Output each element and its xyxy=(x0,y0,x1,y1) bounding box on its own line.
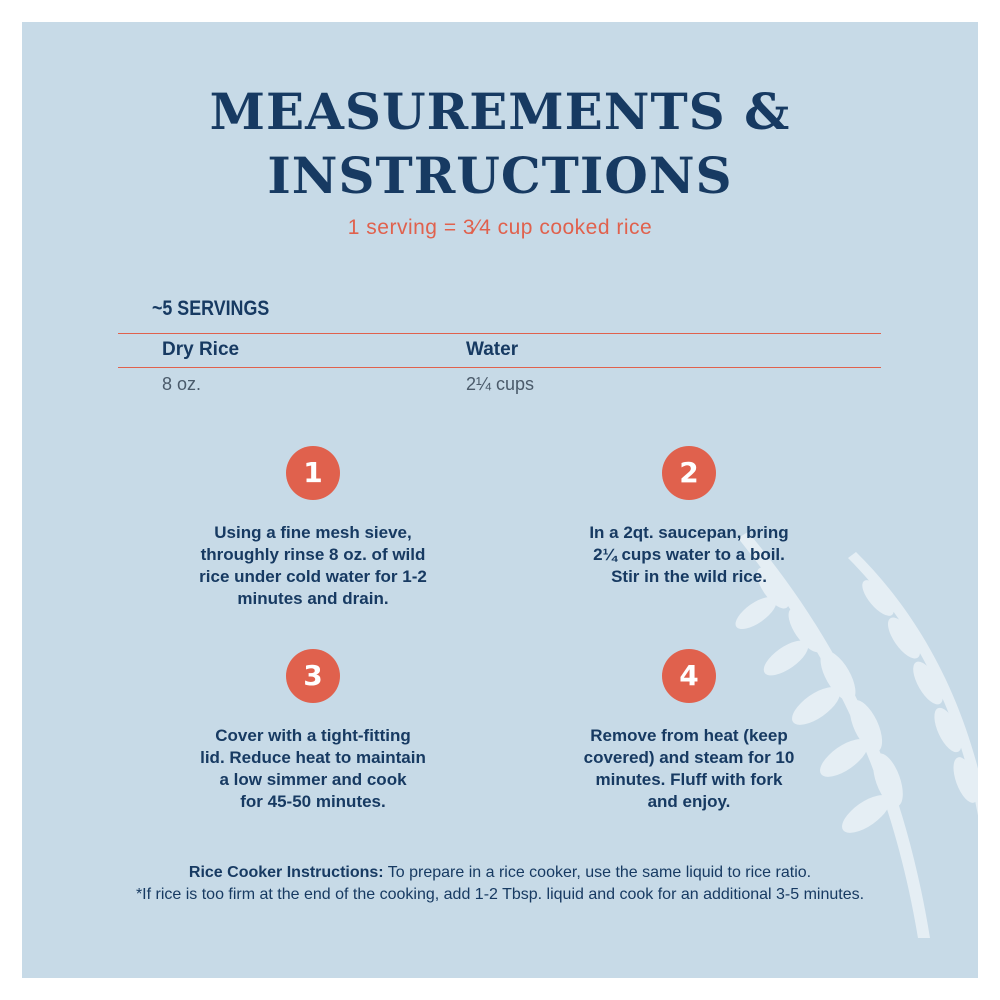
step-4-line: covered) and steam for 10 xyxy=(583,748,795,767)
step-3-line: lid. Reduce heat to maintain xyxy=(200,748,426,767)
step-4-line: Remove from heat (keep xyxy=(590,726,788,745)
step-1-line: rice under cold water for 1-2 xyxy=(199,567,427,586)
table-header-divider xyxy=(118,367,881,368)
step-2-line: In a 2qt. saucepan, bring xyxy=(589,523,789,542)
step-3-line: Cover with a tight-fitting xyxy=(215,726,411,745)
step-1-line: throughly rinse 8 oz. of wild xyxy=(200,545,426,564)
rice-cooker-text: To prepare in a rice cooker, use the same liquid to rice ratio. xyxy=(383,864,812,881)
step-1-badge: 1 xyxy=(286,446,340,500)
table-cell-dry-rice: 8 oz. xyxy=(162,374,202,394)
rice-cooker-line xyxy=(22,862,978,884)
step-3-text xyxy=(163,725,463,813)
step-2-line: 2¼ cups water to a boil. xyxy=(593,545,785,564)
step-3-badge: 3 xyxy=(286,649,340,703)
page-title xyxy=(22,80,978,208)
step-1-text xyxy=(163,522,463,610)
rice-cooker-instructions xyxy=(22,862,978,906)
table-top-divider xyxy=(118,333,881,334)
rice-cooker-label: Rice Cooker Instructions: xyxy=(188,864,384,881)
title-line-1: MEASUREMENTS & xyxy=(209,82,791,141)
step-4-text xyxy=(539,725,839,813)
servings-heading: ~5 SERVINGS xyxy=(152,297,270,320)
table-header-dry-rice: Dry Rice xyxy=(162,339,240,360)
step-2-badge: 2 xyxy=(662,446,716,500)
step-4-badge: 4 xyxy=(662,649,716,703)
step-1-line: minutes and drain. xyxy=(237,589,389,608)
serving-size-subtitle: 1 serving = 3⁄4 cup cooked rice xyxy=(347,216,653,239)
step-4-line: minutes. Fluff with fork xyxy=(595,770,783,789)
table-cell-water: 2¼ cups xyxy=(466,374,535,394)
instructions-card xyxy=(22,22,978,978)
step-2-line: Stir in the wild rice. xyxy=(611,567,767,586)
table-header-water: Water xyxy=(466,339,519,360)
step-4-line: and enjoy. xyxy=(647,792,731,811)
step-3-line: a low simmer and cook xyxy=(219,770,407,789)
step-3-line: for 45-50 minutes. xyxy=(240,792,386,811)
step-1-line: Using a fine mesh sieve, xyxy=(214,523,412,542)
step-2-text xyxy=(539,522,839,588)
firmness-note: *If rice is too firm at the end of the cooking, add 1-2 Tbsp. liquid and cook for an additional 3-5 minutes. xyxy=(135,886,865,903)
title-line-2: INSTRUCTIONS xyxy=(267,146,733,205)
